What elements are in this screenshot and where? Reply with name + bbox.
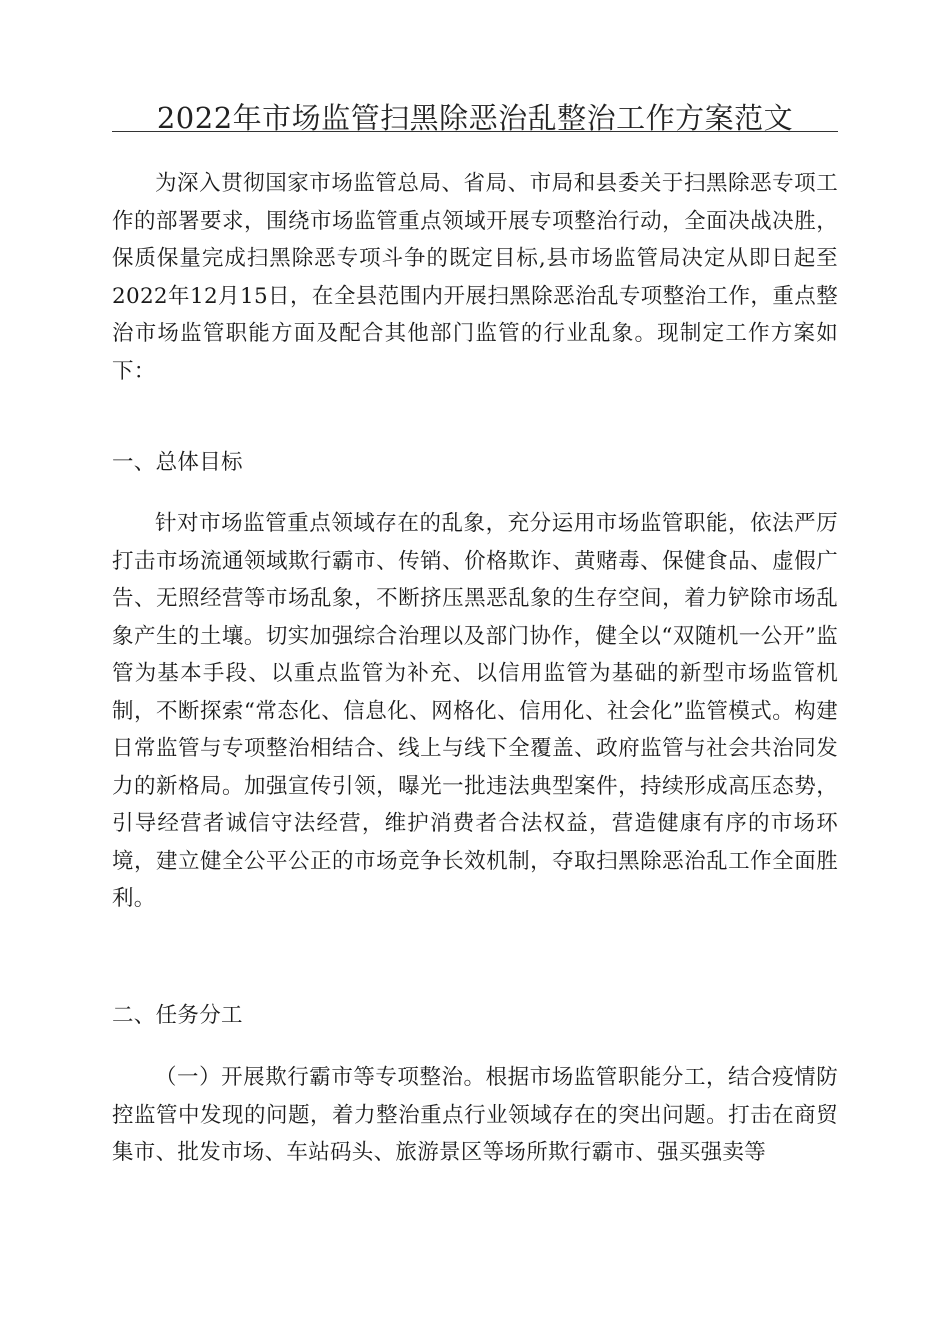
document-title: 2022年市场监管扫黑除恶治乱整治工作方案范文 bbox=[156, 101, 794, 135]
section-heading-overall-goal: 一、总体目标 bbox=[112, 450, 243, 475]
intro-paragraph: 为深入贯彻国家市场监管总局、省局、市局和县委关于扫黑除恶专项工作的部署要求，围绕市场监管重点领域开展专项整治行动，全面决战决胜，保质保量完成扫黑除恶专项斗争的既定目标,县市场监管局决定从即日起至2022年12月15日，在全县范围内开展扫黑除恶治乱专项整治工作，重点整治市场监管职能方面及配合其他部门监管的行业乱象。现制定工作方案如下： bbox=[112, 171, 838, 384]
task-division-paragraph: （一）开展欺行霸市等专项整治。根据市场监管职能分工，结合疫情防控监管中发现的问题，着力整治重点行业领域存在的突出问题。打击在商贸集市、批发市场、车站码头、旅游景区等场所欺行霸市、强买强卖等 bbox=[112, 1065, 838, 1165]
title-underline bbox=[112, 131, 838, 132]
section-heading-task-division: 二、任务分工 bbox=[112, 1003, 243, 1028]
overall-goal-paragraph: 针对市场监管重点领域存在的乱象，充分运用市场监管职能，依法严厉打击市场流通领域欺行霸市、传销、价格欺诈、黄赌毒、保健食品、虚假广告、无照经营等市场乱象，不断挤压黑恶乱象的生存空间，着力铲除市场乱象产生的土壤。切实加强综合治理以及部门协作，健全以“双随机一公开”监管为基本手段、以重点监管为补充、以信用监管为基础的新型市场监管机制，不断探索“常态化、信息化、网格化、信用化、社会化”监管模式。构建日常监管与专项整治相结合、线上与线下全覆盖、政府监管与社会共治同发力的新格局。加强宣传引领，曝光一批违法典型案件，持续形成高压态势，引导经营者诚信守法经营，维护消费者合法权益，营造健康有序的市场环境，建立健全公平公正的市场竞争长效机制，夺取扫黑除恶治乱工作全面胜利。 bbox=[112, 511, 838, 911]
